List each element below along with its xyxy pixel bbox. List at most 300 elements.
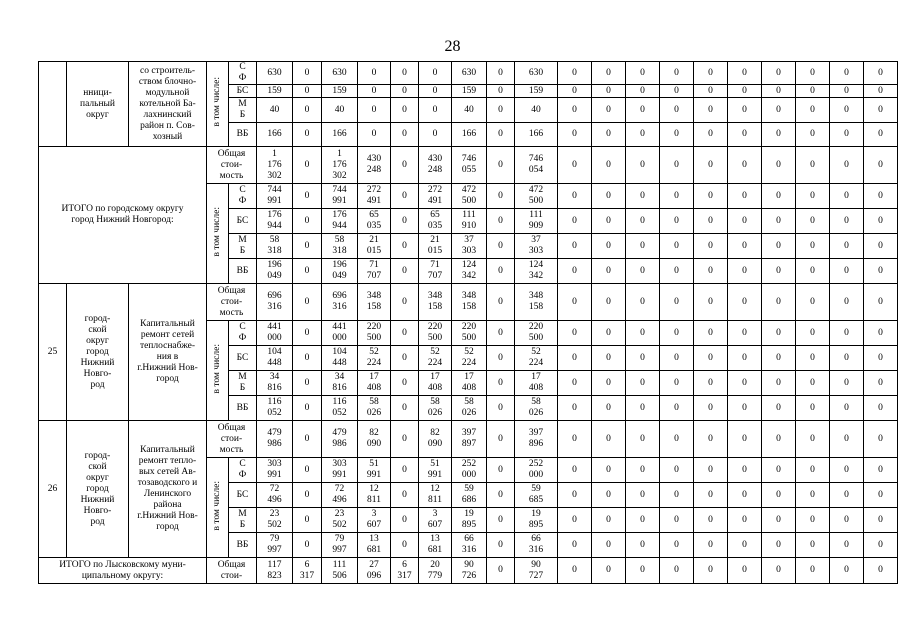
value-cell: 0 bbox=[864, 533, 898, 558]
value-cell: 746 054 bbox=[515, 147, 558, 184]
value-cell: 0 bbox=[796, 98, 830, 123]
description-cell: Капитальный ремонт тепло- вых сетей Ав- тозаводского и Ленинского района г.Нижний Нов- город bbox=[129, 421, 207, 558]
value-cell: 0 bbox=[864, 483, 898, 508]
total-cost-label: Общая стои- мость bbox=[207, 147, 257, 184]
value-cell: 0 bbox=[694, 259, 728, 284]
value-cell: 0 bbox=[864, 396, 898, 421]
value-cell: 71 707 bbox=[419, 259, 452, 284]
value-cell: 82 090 bbox=[358, 421, 391, 458]
value-cell: 0 bbox=[558, 85, 592, 98]
value-cell: 441 000 bbox=[257, 321, 293, 346]
value-cell: 0 bbox=[558, 508, 592, 533]
value-cell: 0 bbox=[660, 558, 694, 584]
value-cell: 0 bbox=[592, 284, 626, 321]
value-cell: 0 bbox=[796, 284, 830, 321]
value-cell: 0 bbox=[391, 147, 419, 184]
value-cell: 0 bbox=[864, 558, 898, 584]
value-cell: 630 bbox=[322, 62, 358, 85]
value-cell: 0 bbox=[592, 234, 626, 259]
value-cell: 0 bbox=[487, 98, 515, 123]
value-cell: 0 bbox=[830, 533, 864, 558]
value-cell: 159 bbox=[322, 85, 358, 98]
value-cell: 52 224 bbox=[452, 346, 487, 371]
value-cell: 348 158 bbox=[515, 284, 558, 321]
total-cost-label: Общая стои- bbox=[207, 558, 257, 584]
value-cell: 0 bbox=[558, 558, 592, 584]
value-cell: 348 158 bbox=[419, 284, 452, 321]
value-cell: 65 035 bbox=[419, 209, 452, 234]
value-cell: 19 895 bbox=[452, 508, 487, 533]
value-cell: 0 bbox=[694, 284, 728, 321]
value-cell: 0 bbox=[391, 371, 419, 396]
value-cell: 6 317 bbox=[391, 558, 419, 584]
value-cell: 0 bbox=[762, 421, 796, 458]
value-cell: 0 bbox=[660, 346, 694, 371]
value-cell: 0 bbox=[487, 234, 515, 259]
fund-type-label: БС bbox=[229, 483, 257, 508]
fund-type-label: БС bbox=[229, 209, 257, 234]
value-cell: 0 bbox=[762, 321, 796, 346]
table-row bbox=[39, 147, 898, 184]
value-cell: 0 bbox=[864, 259, 898, 284]
value-cell: 0 bbox=[358, 123, 391, 147]
value-cell: 696 316 bbox=[322, 284, 358, 321]
value-cell: 0 bbox=[830, 234, 864, 259]
value-cell: 0 bbox=[796, 123, 830, 147]
value-cell: 0 bbox=[830, 259, 864, 284]
value-cell: 0 bbox=[391, 346, 419, 371]
value-cell: 0 bbox=[660, 421, 694, 458]
value-cell: 0 bbox=[796, 458, 830, 483]
value-cell: 27 096 bbox=[358, 558, 391, 584]
value-cell: 159 bbox=[452, 85, 487, 98]
value-cell: 0 bbox=[864, 234, 898, 259]
value-cell: 0 bbox=[626, 558, 660, 584]
value-cell: 34 816 bbox=[322, 371, 358, 396]
value-cell: 0 bbox=[796, 321, 830, 346]
value-cell: 0 bbox=[694, 483, 728, 508]
value-cell: 12 811 bbox=[358, 483, 391, 508]
value-cell: 0 bbox=[293, 234, 322, 259]
value-cell: 12 811 bbox=[419, 483, 452, 508]
value-cell: 0 bbox=[694, 508, 728, 533]
value-cell: 166 bbox=[257, 123, 293, 147]
value-cell: 72 496 bbox=[257, 483, 293, 508]
value-cell: 0 bbox=[762, 396, 796, 421]
value-cell: 0 bbox=[694, 234, 728, 259]
value-cell: 3 607 bbox=[419, 508, 452, 533]
value-cell: 66 316 bbox=[452, 533, 487, 558]
row-number-cell: 25 bbox=[39, 284, 67, 421]
value-cell: 0 bbox=[592, 259, 626, 284]
value-cell: 90 727 bbox=[515, 558, 558, 584]
value-cell: 0 bbox=[487, 62, 515, 85]
value-cell: 104 448 bbox=[257, 346, 293, 371]
value-cell: 111 506 bbox=[322, 558, 358, 584]
value-cell: 66 316 bbox=[515, 533, 558, 558]
value-cell: 0 bbox=[558, 321, 592, 346]
value-cell: 0 bbox=[762, 346, 796, 371]
value-cell: 744 991 bbox=[322, 184, 358, 209]
value-cell: 0 bbox=[592, 421, 626, 458]
value-cell: 159 bbox=[257, 85, 293, 98]
value-cell: 220 500 bbox=[452, 321, 487, 346]
value-cell: 159 bbox=[515, 85, 558, 98]
value-cell: 13 681 bbox=[358, 533, 391, 558]
value-cell: 0 bbox=[487, 371, 515, 396]
v-tom-chisle-label bbox=[207, 184, 229, 284]
value-cell: 0 bbox=[592, 147, 626, 184]
value-cell: 0 bbox=[391, 98, 419, 123]
value-cell: 166 bbox=[322, 123, 358, 147]
place-cell: город- ской округ город Нижний Новго- род bbox=[67, 421, 129, 558]
value-cell: 0 bbox=[487, 147, 515, 184]
value-cell: 0 bbox=[626, 321, 660, 346]
value-cell: 0 bbox=[293, 508, 322, 533]
value-cell: 0 bbox=[626, 483, 660, 508]
value-cell: 0 bbox=[660, 259, 694, 284]
value-cell: 79 997 bbox=[322, 533, 358, 558]
value-cell: 0 bbox=[391, 234, 419, 259]
value-cell: 0 bbox=[660, 184, 694, 209]
fund-type-label: ВБ bbox=[229, 259, 257, 284]
description-cell: Капитальный ремонт сетей теплоснабже- ния в г.Нижний Нов- город bbox=[129, 284, 207, 421]
value-cell: 0 bbox=[728, 184, 762, 209]
value-cell: 0 bbox=[558, 209, 592, 234]
value-cell: 0 bbox=[626, 284, 660, 321]
value-cell: 40 bbox=[257, 98, 293, 123]
value-cell: 746 055 bbox=[452, 147, 487, 184]
value-cell: 0 bbox=[762, 85, 796, 98]
value-cell: 51 991 bbox=[358, 458, 391, 483]
table-row bbox=[39, 421, 898, 458]
value-cell: 17 408 bbox=[515, 371, 558, 396]
value-cell: 0 bbox=[592, 123, 626, 147]
table-row bbox=[39, 62, 898, 85]
value-cell: 117 823 bbox=[257, 558, 293, 584]
value-cell: 59 686 bbox=[452, 483, 487, 508]
value-cell: 0 bbox=[293, 284, 322, 321]
value-cell: 3 607 bbox=[358, 508, 391, 533]
value-cell: 0 bbox=[694, 62, 728, 85]
value-cell: 0 bbox=[660, 396, 694, 421]
value-cell: 0 bbox=[293, 421, 322, 458]
value-cell: 0 bbox=[796, 184, 830, 209]
value-cell: 0 bbox=[660, 371, 694, 396]
value-cell: 19 895 bbox=[515, 508, 558, 533]
value-cell: 0 bbox=[762, 123, 796, 147]
value-cell: 0 bbox=[391, 396, 419, 421]
value-cell: 0 bbox=[830, 147, 864, 184]
value-cell: 0 bbox=[592, 346, 626, 371]
value-cell: 0 bbox=[558, 123, 592, 147]
value-cell: 0 bbox=[358, 85, 391, 98]
value-cell: 0 bbox=[864, 184, 898, 209]
value-cell: 0 bbox=[728, 234, 762, 259]
value-cell: 0 bbox=[487, 421, 515, 458]
value-cell: 0 bbox=[694, 184, 728, 209]
value-cell: 0 bbox=[592, 85, 626, 98]
value-cell: 0 bbox=[592, 483, 626, 508]
value-cell: 0 bbox=[626, 508, 660, 533]
value-cell: 0 bbox=[660, 234, 694, 259]
fund-type-label: ВБ bbox=[229, 396, 257, 421]
value-cell: 630 bbox=[452, 62, 487, 85]
value-cell: 0 bbox=[660, 85, 694, 98]
description-cell: со строитель- ством блочно- модульной котельной Ба- лахнинский район п. Сов- хозный bbox=[129, 62, 207, 147]
value-cell: 65 035 bbox=[358, 209, 391, 234]
value-cell: 0 bbox=[796, 62, 830, 85]
value-cell: 0 bbox=[558, 483, 592, 508]
value-cell: 17 408 bbox=[358, 371, 391, 396]
value-cell: 397 897 bbox=[452, 421, 487, 458]
value-cell: 0 bbox=[391, 483, 419, 508]
value-cell: 0 bbox=[728, 321, 762, 346]
value-cell: 58 026 bbox=[358, 396, 391, 421]
value-cell: 0 bbox=[830, 209, 864, 234]
value-cell: 0 bbox=[762, 147, 796, 184]
value-cell: 176 944 bbox=[322, 209, 358, 234]
value-cell: 0 bbox=[293, 458, 322, 483]
value-cell: 0 bbox=[694, 321, 728, 346]
value-cell: 0 bbox=[830, 371, 864, 396]
value-cell: 0 bbox=[626, 346, 660, 371]
value-cell: 0 bbox=[762, 533, 796, 558]
value-cell: 0 bbox=[830, 483, 864, 508]
value-cell: 0 bbox=[728, 62, 762, 85]
value-cell: 744 991 bbox=[257, 184, 293, 209]
value-cell: 104 448 bbox=[322, 346, 358, 371]
value-cell: 303 991 bbox=[257, 458, 293, 483]
value-cell: 82 090 bbox=[419, 421, 452, 458]
value-cell: 0 bbox=[830, 321, 864, 346]
value-cell: 0 bbox=[694, 458, 728, 483]
value-cell: 0 bbox=[796, 209, 830, 234]
page-number: 28 bbox=[444, 38, 461, 55]
value-cell: 58 026 bbox=[419, 396, 452, 421]
value-cell: 0 bbox=[694, 371, 728, 396]
value-cell: 1 176 302 bbox=[322, 147, 358, 184]
value-cell: 0 bbox=[728, 123, 762, 147]
value-cell: 71 707 bbox=[358, 259, 391, 284]
value-cell: 51 991 bbox=[419, 458, 452, 483]
value-cell: 0 bbox=[293, 147, 322, 184]
value-cell: 303 991 bbox=[322, 458, 358, 483]
v-tom-chisle-label bbox=[207, 458, 229, 558]
v-tom-chisle-text: в том числе: bbox=[212, 206, 222, 257]
value-cell: 0 bbox=[864, 123, 898, 147]
value-cell: 0 bbox=[660, 458, 694, 483]
value-cell: 40 bbox=[452, 98, 487, 123]
value-cell: 0 bbox=[592, 184, 626, 209]
value-cell: 0 bbox=[728, 421, 762, 458]
row-number-cell: 26 bbox=[39, 421, 67, 558]
value-cell: 252 000 bbox=[515, 458, 558, 483]
value-cell: 0 bbox=[558, 98, 592, 123]
value-cell: 0 bbox=[762, 98, 796, 123]
value-cell: 0 bbox=[694, 85, 728, 98]
value-cell: 37 303 bbox=[515, 234, 558, 259]
v-tom-chisle-text: в том числе: bbox=[212, 77, 222, 127]
fund-type-label: М Б bbox=[229, 508, 257, 533]
value-cell: 0 bbox=[830, 98, 864, 123]
value-cell: 0 bbox=[391, 85, 419, 98]
value-cell: 472 500 bbox=[452, 184, 487, 209]
value-cell: 21 015 bbox=[419, 234, 452, 259]
value-cell: 0 bbox=[626, 62, 660, 85]
value-cell: 0 bbox=[796, 147, 830, 184]
value-cell: 0 bbox=[558, 62, 592, 85]
value-cell: 0 bbox=[558, 346, 592, 371]
value-cell: 441 000 bbox=[322, 321, 358, 346]
table-row bbox=[39, 558, 898, 584]
value-cell: 0 bbox=[558, 396, 592, 421]
value-cell: 0 bbox=[626, 123, 660, 147]
value-cell: 52 224 bbox=[419, 346, 452, 371]
value-cell: 0 bbox=[391, 184, 419, 209]
value-cell: 0 bbox=[558, 421, 592, 458]
value-cell: 0 bbox=[694, 558, 728, 584]
value-cell: 0 bbox=[728, 458, 762, 483]
value-cell: 0 bbox=[796, 346, 830, 371]
value-cell: 0 bbox=[830, 184, 864, 209]
value-cell: 0 bbox=[694, 396, 728, 421]
value-cell: 0 bbox=[487, 209, 515, 234]
value-cell: 0 bbox=[626, 458, 660, 483]
value-cell: 0 bbox=[728, 284, 762, 321]
value-cell: 0 bbox=[592, 62, 626, 85]
value-cell: 479 986 bbox=[257, 421, 293, 458]
value-cell: 90 726 bbox=[452, 558, 487, 584]
value-cell: 0 bbox=[626, 147, 660, 184]
value-cell: 0 bbox=[487, 123, 515, 147]
value-cell: 0 bbox=[762, 284, 796, 321]
value-cell: 0 bbox=[419, 62, 452, 85]
value-cell: 0 bbox=[796, 533, 830, 558]
value-cell: 430 248 bbox=[419, 147, 452, 184]
value-cell: 630 bbox=[257, 62, 293, 85]
value-cell: 0 bbox=[487, 346, 515, 371]
fund-type-label: БС bbox=[229, 85, 257, 98]
value-cell: 0 bbox=[487, 284, 515, 321]
value-cell: 348 158 bbox=[452, 284, 487, 321]
value-cell: 0 bbox=[391, 508, 419, 533]
value-cell: 0 bbox=[558, 234, 592, 259]
value-cell: 0 bbox=[694, 209, 728, 234]
value-cell: 0 bbox=[487, 508, 515, 533]
value-cell: 0 bbox=[626, 396, 660, 421]
fund-type-label: ВБ bbox=[229, 533, 257, 558]
value-cell: 176 944 bbox=[257, 209, 293, 234]
value-cell: 0 bbox=[762, 558, 796, 584]
value-cell: 0 bbox=[293, 62, 322, 85]
value-cell: 0 bbox=[762, 458, 796, 483]
value-cell: 430 248 bbox=[358, 147, 391, 184]
value-cell: 0 bbox=[487, 458, 515, 483]
fund-type-label: С Ф bbox=[229, 62, 257, 85]
value-cell: 0 bbox=[626, 234, 660, 259]
value-cell: 40 bbox=[515, 98, 558, 123]
value-cell: 0 bbox=[626, 184, 660, 209]
value-cell: 37 303 bbox=[452, 234, 487, 259]
value-cell: 0 bbox=[487, 184, 515, 209]
fund-type-label: С Ф bbox=[229, 458, 257, 483]
value-cell: 0 bbox=[864, 85, 898, 98]
value-cell: 111 909 bbox=[515, 209, 558, 234]
value-cell: 52 224 bbox=[515, 346, 558, 371]
value-cell: 0 bbox=[660, 123, 694, 147]
value-cell: 0 bbox=[626, 209, 660, 234]
value-cell: 0 bbox=[592, 508, 626, 533]
value-cell: 1 176 302 bbox=[257, 147, 293, 184]
value-cell: 0 bbox=[293, 371, 322, 396]
fund-type-label: С Ф bbox=[229, 184, 257, 209]
total-cost-label: Общая стои- мость bbox=[207, 421, 257, 458]
value-cell: 0 bbox=[391, 284, 419, 321]
value-cell: 0 bbox=[762, 184, 796, 209]
value-cell: 0 bbox=[626, 421, 660, 458]
value-cell: 0 bbox=[293, 346, 322, 371]
value-cell: 0 bbox=[626, 98, 660, 123]
value-cell: 58 318 bbox=[257, 234, 293, 259]
value-cell: 111 910 bbox=[452, 209, 487, 234]
value-cell: 252 000 bbox=[452, 458, 487, 483]
value-cell: 397 896 bbox=[515, 421, 558, 458]
row-number-cell bbox=[39, 62, 67, 147]
value-cell: 696 316 bbox=[257, 284, 293, 321]
value-cell: 0 bbox=[419, 98, 452, 123]
value-cell: 0 bbox=[864, 98, 898, 123]
value-cell: 13 681 bbox=[419, 533, 452, 558]
value-cell: 472 500 bbox=[515, 184, 558, 209]
value-cell: 0 bbox=[864, 458, 898, 483]
value-cell: 34 816 bbox=[257, 371, 293, 396]
value-cell: 0 bbox=[391, 321, 419, 346]
value-cell: 0 bbox=[592, 209, 626, 234]
value-cell: 0 bbox=[728, 396, 762, 421]
value-cell: 0 bbox=[660, 62, 694, 85]
value-cell: 0 bbox=[864, 209, 898, 234]
value-cell: 116 052 bbox=[257, 396, 293, 421]
v-tom-chisle-text: в том числе: bbox=[212, 343, 222, 394]
value-cell: 0 bbox=[762, 259, 796, 284]
value-cell: 0 bbox=[864, 508, 898, 533]
value-cell: 0 bbox=[830, 421, 864, 458]
value-cell: 0 bbox=[864, 321, 898, 346]
value-cell: 0 bbox=[830, 396, 864, 421]
budget-table bbox=[38, 61, 898, 584]
value-cell: 0 bbox=[558, 458, 592, 483]
value-cell: 0 bbox=[391, 533, 419, 558]
value-cell: 0 bbox=[558, 284, 592, 321]
value-cell: 220 500 bbox=[419, 321, 452, 346]
value-cell: 0 bbox=[864, 371, 898, 396]
total-cost-label: Общая стои- мость bbox=[207, 284, 257, 321]
value-cell: 0 bbox=[864, 147, 898, 184]
value-cell: 0 bbox=[762, 234, 796, 259]
fund-type-label: М Б bbox=[229, 98, 257, 123]
value-cell: 0 bbox=[660, 147, 694, 184]
value-cell: 196 049 bbox=[322, 259, 358, 284]
value-cell: 0 bbox=[762, 62, 796, 85]
value-cell: 0 bbox=[694, 533, 728, 558]
value-cell: 17 408 bbox=[452, 371, 487, 396]
value-cell: 0 bbox=[762, 371, 796, 396]
value-cell: 0 bbox=[626, 371, 660, 396]
value-cell: 0 bbox=[796, 85, 830, 98]
value-cell: 58 318 bbox=[322, 234, 358, 259]
value-cell: 0 bbox=[864, 421, 898, 458]
